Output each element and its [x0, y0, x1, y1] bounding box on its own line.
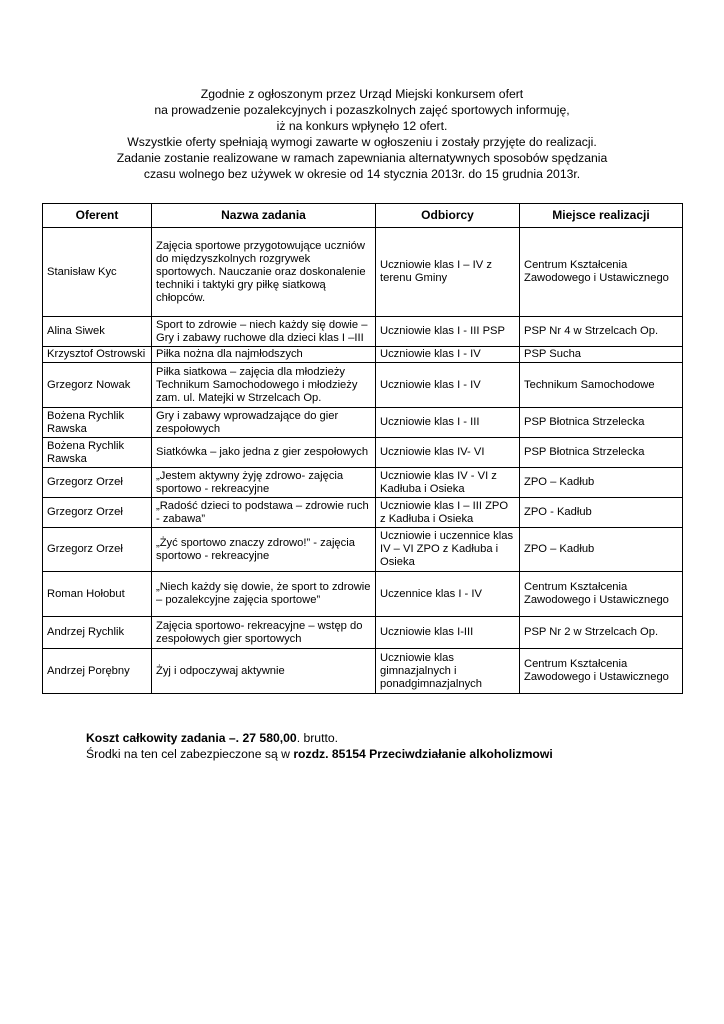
intro-line: Wszystkie oferty spełniają wymogi zawarte w ogłoszeniu i zostały przyjęte do realizacji. — [127, 135, 597, 149]
cell-oferent: Bożena Rychlik Rawska — [43, 408, 152, 438]
cell-oferent: Krzysztof Ostrowski — [43, 347, 152, 363]
intro-line: iż na konkurs wpłynęło 12 ofert. — [276, 119, 448, 133]
cell-odbiorcy: Uczniowie klas I - IV — [376, 363, 520, 408]
cell-miejsce: ZPO – Kadłub — [520, 528, 683, 572]
cell-miejsce: ZPO - Kadłub — [520, 498, 683, 528]
table-row — [43, 438, 683, 468]
cell-zadanie: „Jestem aktywny żyję zdrowo- zajęcia sportowo - rekreacyjne — [152, 468, 376, 498]
intro-line: Zadanie zostanie realizowane w ramach zapewniania alternatywnych sposobów spędzania — [116, 151, 608, 165]
cell-odbiorcy: Uczniowie klas IV- VI — [376, 438, 520, 468]
cell-oferent: Grzegorz Orzeł — [43, 528, 152, 572]
cell-oferent: Grzegorz Nowak — [43, 363, 152, 408]
cell-odbiorcy: Uczennice klas I - IV — [376, 572, 520, 617]
cell-odbiorcy: Uczniowie klas I - III PSP — [376, 317, 520, 347]
cell-miejsce: Technikum Samochodowe — [520, 363, 683, 408]
header-odbiorcy: Odbiorcy — [376, 204, 520, 228]
table-row — [43, 228, 683, 317]
cell-oferent: Stanisław Kyc — [43, 228, 152, 317]
cell-miejsce: PSP Nr 4 w Strzelcach Op. — [520, 317, 683, 347]
table-row — [43, 363, 683, 408]
cost-label: Koszt całkowity zadania –. — [86, 731, 243, 745]
cell-zadanie: Piłka nożna dla najmłodszych — [152, 347, 376, 363]
table-row — [43, 347, 683, 363]
cell-oferent: Alina Siwek — [43, 317, 152, 347]
table-row — [43, 528, 683, 572]
cell-zadanie: Zajęcia sportowe przygotowujące uczniów do międzyszkolnych rozgrywek sportowych. Nauczanie oraz doskonalenie techniki i taktyki gry piłkę siatkową chłopców. — [152, 228, 376, 317]
table-header-row — [43, 204, 683, 228]
cell-zadanie: Sport to zdrowie – niech każdy się dowie – Gry i zabawy ruchowe dla dzieci klas I –III — [152, 317, 376, 347]
cell-oferent: Bożena Rychlik Rawska — [43, 438, 152, 468]
cell-miejsce: PSP Błotnica Strzelecka — [520, 408, 683, 438]
cell-miejsce: Centrum Kształcenia Zawodowego i Ustawicznego — [520, 228, 683, 317]
cell-miejsce: PSP Błotnica Strzelecka — [520, 438, 683, 468]
cell-miejsce: Centrum Kształcenia Zawodowego i Ustawicznego — [520, 572, 683, 617]
table-row — [43, 572, 683, 617]
cell-oferent: Grzegorz Orzeł — [43, 468, 152, 498]
cell-zadanie: Żyj i odpoczywaj aktywnie — [152, 649, 376, 694]
cell-zadanie: Gry i zabawy wprowadzające do gier zespołowych — [152, 408, 376, 438]
cell-oferent: Roman Hołobut — [43, 572, 152, 617]
funds-section: rozdz. 85154 Przeciwdziałanie alkoholizmowi — [293, 747, 553, 761]
cell-zadanie: „Radość dzieci to podstawa – zdrowie ruch - zabawa” — [152, 498, 376, 528]
table-row — [43, 468, 683, 498]
table-row — [43, 317, 683, 347]
cell-miejsce: PSP Nr 2 w Strzelcach Op. — [520, 617, 683, 649]
intro-line: na prowadzenie pozalekcyjnych i pozaszkolnych zajęć sportowych informuję, — [154, 103, 570, 117]
cell-odbiorcy: Uczniowie klas I - IV — [376, 347, 520, 363]
table-row — [43, 649, 683, 694]
table-row — [43, 617, 683, 649]
funds-prefix: Środki na ten cel zabezpieczone są w — [86, 747, 294, 761]
header-nazwa-zadania: Nazwa zadania — [152, 204, 376, 228]
cell-oferent: Andrzej Rychlik — [43, 617, 152, 649]
intro-line: czasu wolnego bez używek w okresie od 14 stycznia 2013r. do 15 grudnia 2013r. — [143, 167, 581, 181]
cell-zadanie: Siatkówka – jako jedna z gier zespołowych — [152, 438, 376, 468]
summary — [86, 730, 553, 762]
cell-miejsce: PSP Sucha — [520, 347, 683, 363]
header-miejsce-realizacji: Miejsce realizacji — [520, 204, 683, 228]
cost-suffix: . brutto. — [296, 731, 339, 745]
cost-value: 27 580,00 — [242, 731, 297, 745]
cell-zadanie: Zajęcia sportowo- rekreacyjne – wstęp do zespołowych gier sportowych — [152, 617, 376, 649]
cell-oferent: Andrzej Porębny — [43, 649, 152, 694]
cell-odbiorcy: Uczniowie klas I - III — [376, 408, 520, 438]
cost-line — [86, 730, 553, 746]
table-row — [43, 498, 683, 528]
offers-table — [42, 203, 683, 694]
cell-odbiorcy: Uczniowie klas gimnazjalnych i ponadgimnazjalnych — [376, 649, 520, 694]
header-oferent: Oferent — [43, 204, 152, 228]
table-row — [43, 408, 683, 438]
cell-zadanie: „Żyć sportowo znaczy zdrowo!” - zajęcia sportowo - rekreacyjne — [152, 528, 376, 572]
cell-miejsce: Centrum Kształcenia Zawodowego i Ustawicznego — [520, 649, 683, 694]
cell-oferent: Grzegorz Orzeł — [43, 498, 152, 528]
cell-miejsce: ZPO – Kadłub — [520, 468, 683, 498]
cell-odbiorcy: Uczniowie klas I – IV z terenu Gminy — [376, 228, 520, 317]
cell-zadanie: Piłka siatkowa – zajęcia dla młodzieży Technikum Samochodowego i młodzieży zam. ul. Matejki w Strzelcach Op. — [152, 363, 376, 408]
funds-line — [86, 746, 553, 762]
cell-odbiorcy: Uczniowie i uczennice klas IV – VI ZPO z Kadłuba i Osieka — [376, 528, 520, 572]
intro-line: Zgodnie z ogłoszonym przez Urząd Miejski konkursem ofert — [200, 87, 524, 101]
cell-odbiorcy: Uczniowie klas I – III ZPO z Kadłuba i Osieka — [376, 498, 520, 528]
cell-odbiorcy: Uczniowie klas I-III — [376, 617, 520, 649]
cell-zadanie: „Niech każdy się dowie, że sport to zdrowie – pozalekcyjne zajęcia sportowe” — [152, 572, 376, 617]
intro-text — [40, 86, 684, 182]
cell-odbiorcy: Uczniowie klas IV - VI z Kadłuba i Osieka — [376, 468, 520, 498]
